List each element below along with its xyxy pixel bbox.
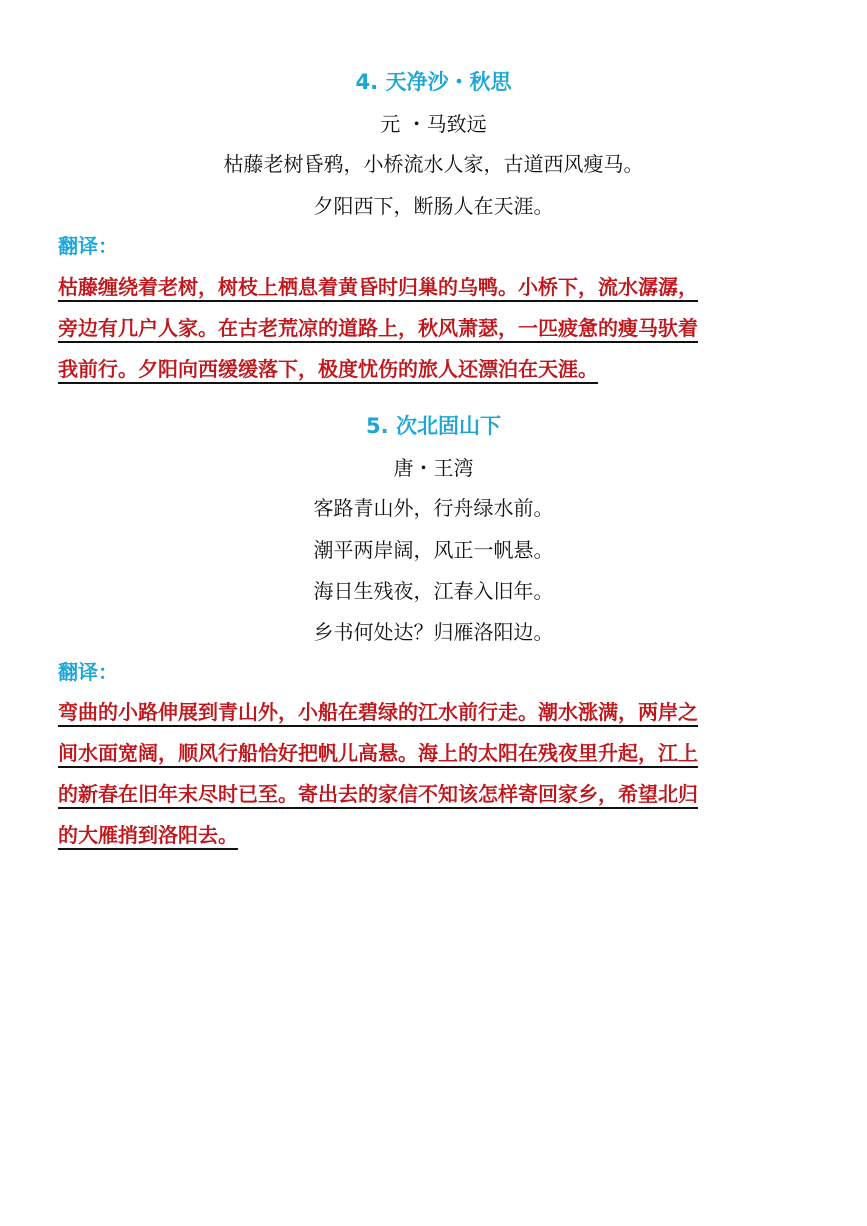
translation-line: 的新春在旧年末尽时已至。寄出去的家信不知该怎样寄回家乡，希望北归 [58, 782, 698, 806]
poem-line: 客路青山外，行舟绿水前。 [313, 496, 554, 520]
translation-line: 枯藤缠绕着老树，树枝上栖息着黄昏时归巢的乌鸭。小桥下，流水潺潺， [58, 275, 698, 299]
poem-title: 5. 次北固山下 [366, 414, 501, 438]
translation-text [58, 692, 810, 856]
poem-line: 乡书何处达？归雁洛阳边。 [313, 620, 554, 644]
poem-author: 元 ・马致远 [380, 112, 487, 136]
poem-line: 海日生残夜，江春入旧年。 [313, 579, 554, 603]
translation-line: 旁边有几户人家。在古老荒凉的道路上，秋风萧瑟，一匹疲惫的瘦马驮着 [58, 316, 698, 340]
poem-line: 枯藤老树昏鸦，小桥流水人家，古道西风瘦马。 [223, 152, 644, 176]
translation-line: 我前行。夕阳向西缓缓落下，极度忧伤的旅人还漂泊在天涯。 [58, 357, 598, 381]
translation-text [58, 267, 810, 390]
poem-author: 唐・王湾 [393, 456, 474, 480]
poem-title: 4. 天净沙・秋思 [355, 70, 512, 94]
poem-line: 夕阳西下，断肠人在天涯。 [313, 194, 554, 218]
translation-line: 弯曲的小路伸展到青山外，小船在碧绿的江水前行走。潮水涨满，两岸之 [58, 700, 698, 724]
poem-line: 潮平两岸阔，风正一帆悬。 [313, 538, 554, 562]
translation-label: 翻译： [58, 660, 118, 684]
translation-line: 间水面宽阔，顺风行船恰好把帆儿高悬。海上的太阳在残夜里升起，江上 [58, 741, 698, 765]
translation-line: 的大雁捎到洛阳去。 [58, 823, 238, 847]
translation-label: 翻译： [58, 234, 118, 258]
